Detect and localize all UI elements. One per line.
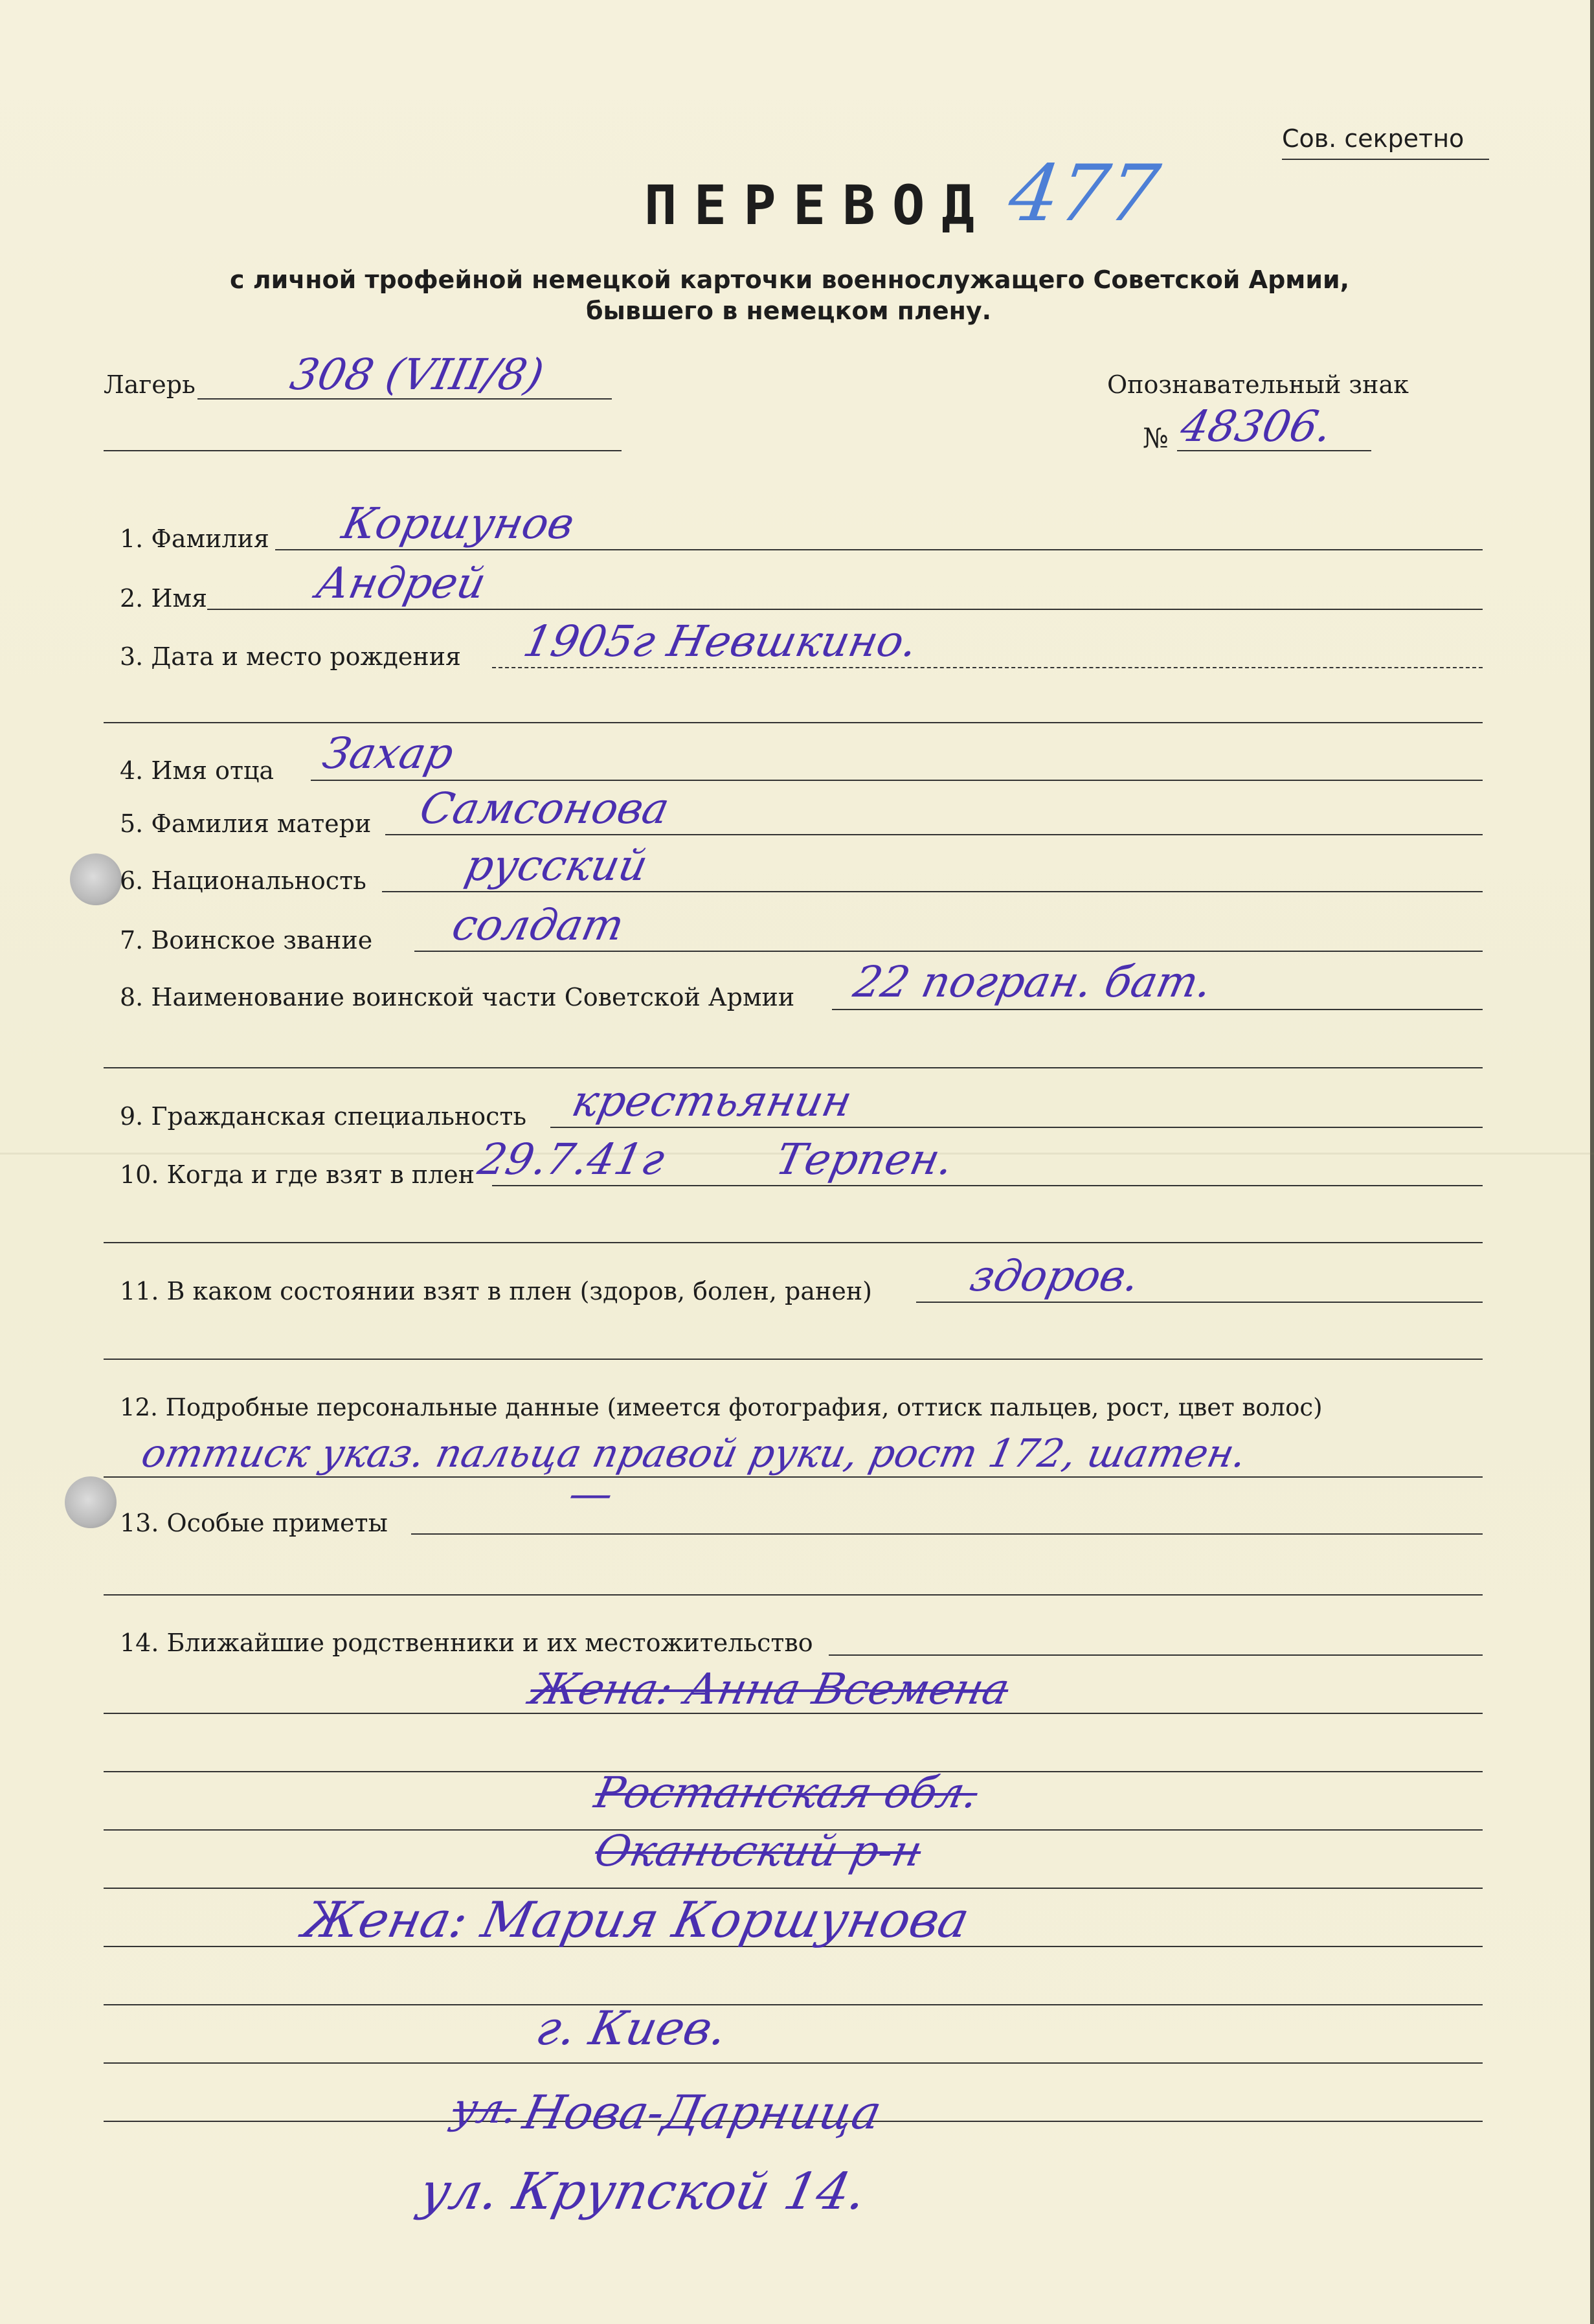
field-surname-line — [275, 549, 1483, 550]
field-personal-line — [104, 1476, 1483, 1478]
field-capture-label: 10. Когда и где взят в плен — [120, 1160, 475, 1189]
relatives-struck-3: Оканьский р-н — [590, 1826, 926, 1876]
field-condition-line-2 — [104, 1359, 1483, 1360]
classification-underline — [1282, 159, 1489, 160]
field-birth-line — [492, 667, 1483, 668]
field-father-line — [311, 780, 1483, 781]
field-unit-value: 22 погран. бат. — [849, 957, 1217, 1007]
field-name-line — [207, 609, 1483, 610]
field-unit-line — [832, 1009, 1483, 1010]
field-capture-line — [492, 1185, 1483, 1186]
field-marks-line — [411, 1533, 1483, 1535]
field-rank-value: солдат — [447, 900, 629, 950]
subtitle-line-1: с личной трофейной немецкой карточки военнослужащего Советской Армии, — [230, 265, 1350, 294]
field-personal-value: оттиск указ. пальца правой руки, рост 172, шатен. — [137, 1431, 1251, 1476]
subtitle-line-2: бывшего в немецком плену. — [586, 297, 992, 325]
field-marks-line-2 — [104, 1594, 1483, 1596]
field-nationality-value: русский — [460, 840, 653, 890]
field-father-label: 4. Имя отца — [120, 756, 275, 785]
relatives-line-2-value: г. Киев. — [532, 2001, 732, 2055]
camp-value: 308 (VIII/8) — [286, 350, 548, 400]
page-title: ПЕРЕВОД — [644, 174, 992, 237]
camp-line-2 — [104, 450, 622, 451]
punch-hole-top — [70, 853, 122, 905]
field-name-label: 2. Имя — [120, 584, 208, 613]
field-condition-line — [916, 1302, 1483, 1303]
field-mother-label: 5. Фамилия матери — [120, 809, 372, 838]
field-profession-line — [550, 1127, 1483, 1128]
field-father-value: Захар — [318, 728, 458, 778]
relatives-line-7 — [104, 2004, 1483, 2005]
id-tag-value: 48306. — [1176, 401, 1337, 451]
field-mother-value: Самсонова — [415, 784, 674, 833]
field-personal-label: 12. Подробные персональные данные (имеется фотография, оттиск пальцев, рост, цвет волос) — [120, 1393, 1323, 1421]
field-relatives-line — [829, 1654, 1483, 1656]
field-birth-label: 3. Дата и место рождения — [120, 642, 462, 671]
field-surname-label: 1. Фамилия — [120, 525, 269, 553]
relatives-line-8 — [104, 2062, 1483, 2064]
field-nationality-line — [382, 891, 1483, 892]
field-relatives-label: 14. Ближайшие родственники и их местожительство — [120, 1629, 813, 1657]
id-tag-label: Опознавательный знак — [1107, 370, 1409, 399]
field-mother-line — [385, 834, 1483, 835]
relatives-line-3-struck: ул. — [448, 2085, 522, 2133]
camp-label: Лагерь — [104, 370, 196, 399]
field-rank-label: 7. Воинское звание — [120, 926, 373, 954]
relatives-struck-2: Ростанская обл. — [590, 1768, 983, 1818]
field-birth-line-2 — [104, 722, 1483, 723]
classification-label: Сов. секретно — [1282, 124, 1465, 153]
relatives-line-1-value: Жена: Мария Коршунова — [298, 1891, 974, 1948]
relatives-struck-1: Жена: Анна Всемена — [525, 1664, 1014, 1714]
field-marks-label: 13. Особые приметы — [120, 1509, 388, 1537]
field-marks-value: — — [564, 1469, 618, 1518]
field-surname-value: Коршунов — [337, 499, 579, 548]
field-nationality-label: 6. Национальность — [120, 866, 366, 895]
field-birth-value: 1905г Невшкино. — [519, 616, 923, 666]
relatives-line-5 — [104, 1888, 1483, 1889]
field-rank-line — [414, 951, 1483, 952]
blue-archive-number: 477 — [1004, 149, 1165, 239]
field-unit-label: 8. Наименование воинской части Советской Армии — [120, 983, 795, 1011]
field-capture-date: 29.7.41г — [473, 1134, 669, 1184]
field-condition-value: здоров. — [965, 1251, 1145, 1301]
field-profession-label: 9. Гражданская специальность — [120, 1102, 527, 1131]
relatives-line-4-value: ул. Крупской 14. — [414, 2163, 872, 2221]
field-capture-place: Терпен. — [771, 1134, 958, 1184]
field-capture-line-2 — [104, 1242, 1483, 1243]
field-name-value: Андрей — [311, 558, 491, 608]
field-condition-label: 11. В каком состоянии взят в плен (здоров, болен, ранен) — [120, 1277, 872, 1305]
punch-hole-bottom — [65, 1476, 117, 1528]
field-unit-line-2 — [104, 1067, 1483, 1068]
id-tag-number-sign: № — [1143, 422, 1169, 454]
field-profession-value: крестьянин — [567, 1076, 857, 1126]
relatives-line-3-value: Нова-Дарница — [519, 2085, 886, 2139]
